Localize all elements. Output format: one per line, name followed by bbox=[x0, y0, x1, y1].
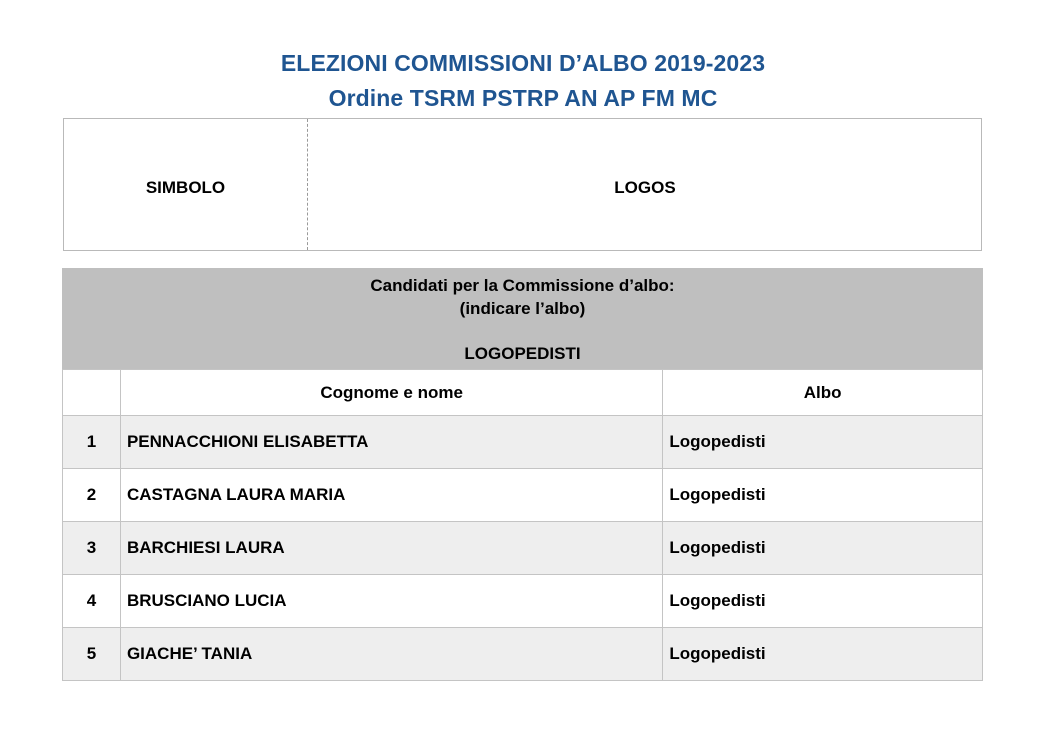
candidate-albo: Logopedisti bbox=[663, 628, 983, 681]
document-subtitle: Ordine TSRM PSTRP AN AP FM MC bbox=[328, 85, 718, 111]
candidate-name: PENNACCHIONI ELISABETTA bbox=[120, 416, 662, 469]
table-row bbox=[63, 416, 983, 469]
column-header-name: Cognome e nome bbox=[120, 370, 662, 416]
row-number: 2 bbox=[63, 469, 121, 522]
row-number: 5 bbox=[63, 628, 121, 681]
candidate-albo: Logopedisti bbox=[663, 469, 983, 522]
symbol-logo-box bbox=[63, 118, 982, 251]
candidate-name: CASTAGNA LAURA MARIA bbox=[120, 469, 662, 522]
document-title: ELEZIONI COMMISSIONI D’ALBO 2019-2023 bbox=[280, 50, 766, 76]
table-row bbox=[63, 575, 983, 628]
table-header-row bbox=[63, 370, 983, 416]
table-row bbox=[63, 628, 983, 681]
candidates-header-title: Candidati per la Commissione d’albo: bbox=[370, 276, 675, 295]
candidate-albo: Logopedisti bbox=[663, 575, 983, 628]
candidates-table bbox=[62, 369, 983, 681]
table-row bbox=[63, 522, 983, 575]
row-number: 1 bbox=[63, 416, 121, 469]
candidate-albo: Logopedisti bbox=[663, 416, 983, 469]
column-header-albo: Albo bbox=[663, 370, 983, 416]
simbolo-label: SIMBOLO bbox=[145, 178, 226, 197]
row-number: 4 bbox=[63, 575, 121, 628]
candidate-name: BRUSCIANO LUCIA bbox=[120, 575, 662, 628]
row-number: 3 bbox=[63, 522, 121, 575]
candidate-name: BARCHIESI LAURA bbox=[120, 522, 662, 575]
candidate-albo: Logopedisti bbox=[663, 522, 983, 575]
table-row bbox=[63, 469, 983, 522]
candidates-header-albo: LOGOPEDISTI bbox=[464, 344, 581, 363]
candidates-header bbox=[62, 268, 983, 369]
candidate-name: GIACHE’ TANIA bbox=[120, 628, 662, 681]
logos-label: LOGOS bbox=[614, 178, 676, 197]
candidates-header-hint: (indicare l’albo) bbox=[459, 299, 586, 318]
column-header-number bbox=[63, 370, 121, 416]
